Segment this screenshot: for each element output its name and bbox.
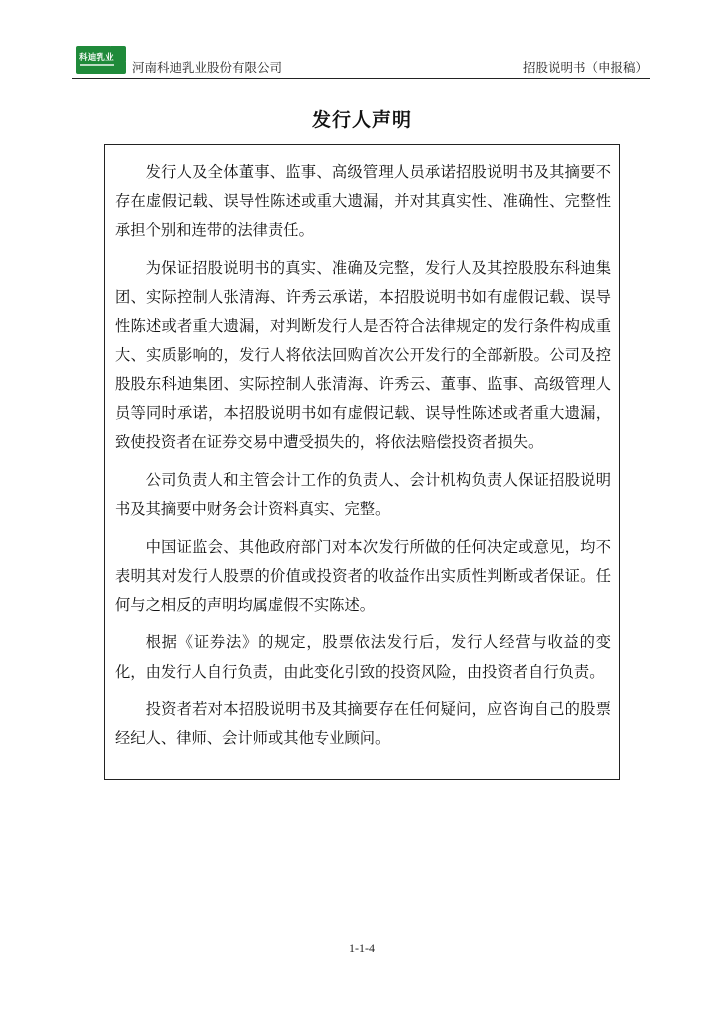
statement-paragraph-5: 根据《证券法》的规定，股票依法发行后，发行人经营与收益的变化，由发行人自行负责，由此变化引致的投资风险，由投资者自行负责。 [115,633,611,681]
logo-underline-icon [80,64,114,66]
statement-paragraph-1: 发行人及全体董事、监事、高级管理人员承诺招股说明书及其摘要不存在虚假记载、误导性陈述或重大遗漏，并对其真实性、准确性、完整性承担个别和连带的法律责任。 [115,163,611,240]
statement-paragraph-6: 投资者若对本招股说明书及其摘要存在任何疑问，应咨询自己的股票经纪人、律师、会计师或其他专业顾问。 [115,700,611,748]
statement-box [104,144,620,780]
page-title: 发行人声明 [311,109,412,131]
document-name: 招股说明书（申报稿） [522,60,648,75]
statement-paragraph-2: 为保证招股说明书的真实、准确及完整，发行人及其控股股东科迪集团、实际控制人张清海、许秀云承诺，本招股说明书如有虚假记载、误导性陈述或者重大遗漏，对判断发行人是否符合法律规定的发行条件构成重大、实质影响的，发行人将依法回购首次公开发行的全部新股。公司及控股股东科迪集团、实际控制人张清海、许秀云、董事、监事、高级管理人员等同时承诺，本招股说明书如有虚假记载、误导性陈述或者重大遗漏，致使投资者在证券交易中遭受损失的，将依法赔偿投资者损失。 [115,258,611,452]
company-logo [76,46,126,74]
logo-text: 科迪乳业 [79,53,114,63]
statement-paragraph-4: 中国证监会、其他政府部门对本次发行所做的任何决定或意见，均不表明其对发行人股票的价值或投资者的收益作出实质性判断或者保证。任何与之相反的声明均属虚假不实陈述。 [115,537,611,614]
page-number: 1-1-4 [349,941,375,955]
page-header [72,42,650,79]
statement-paragraph-3: 公司负责人和主管会计工作的负责人、会计机构负责人保证招股说明书及其摘要中财务会计资料真实、完整。 [115,470,611,519]
company-name: 河南科迪乳业股份有限公司 [132,60,283,75]
